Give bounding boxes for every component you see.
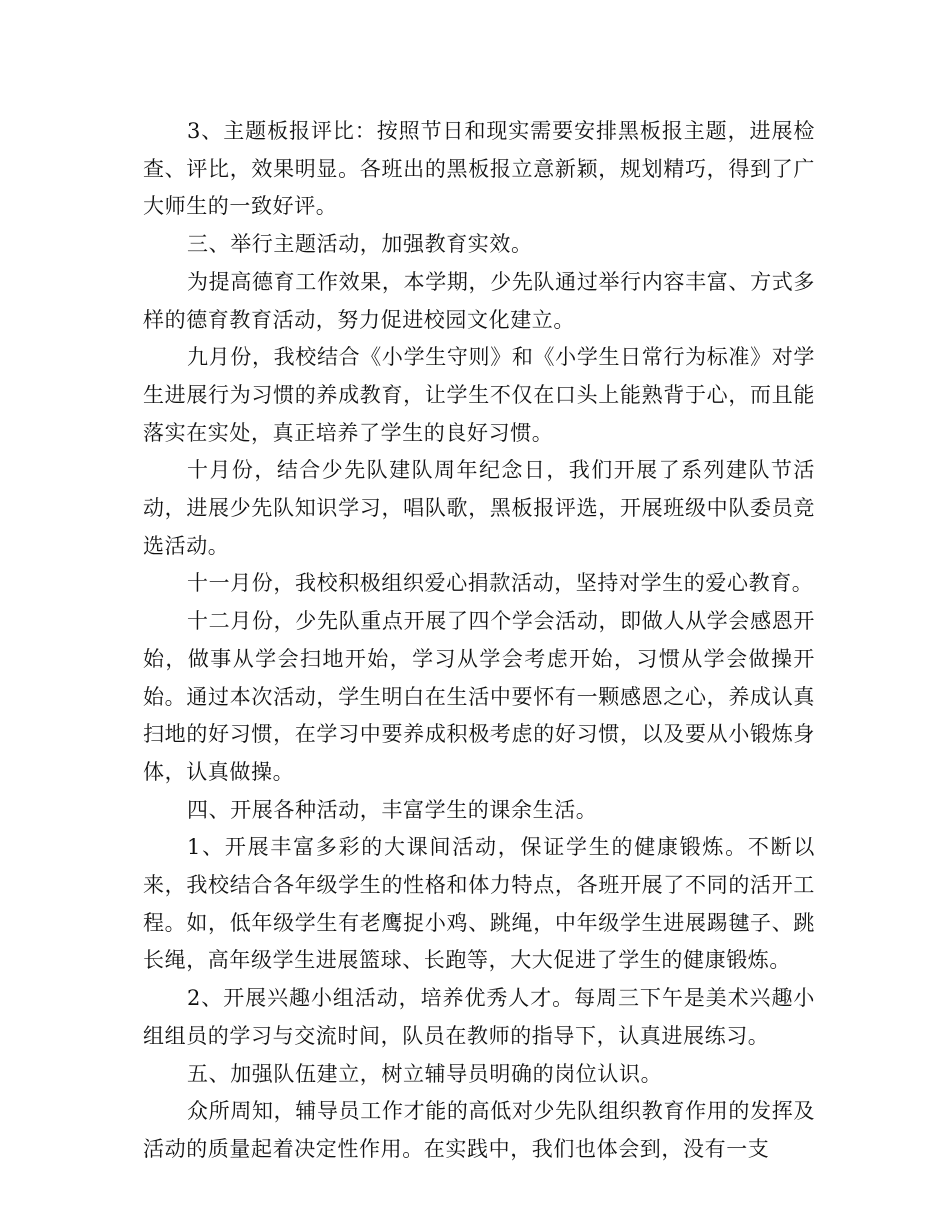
heading-section-three: 三、举行主题活动，加强教育实效。	[187, 232, 533, 257]
paragraph-november: 十一月份，我校积极组织爱心捐款活动，坚持对学生的爱心教育。	[187, 571, 814, 596]
paragraph-moral-education-intro: 为提高德育工作效果，本学期，少先队通过举行内容丰富、方式多样的德育教育活动，努力促进校园文化建立。	[143, 269, 815, 332]
heading-section-five: 五、加强队伍建立，树立辅导员明确的岗位认识。	[187, 1061, 663, 1086]
heading-section-four: 四、开展各种活动，丰富学生的课余生活。	[187, 797, 598, 822]
document-body	[143, 113, 815, 1169]
paragraph-theme-blackboard-contest: 3、主题板报评比：按照节日和现实需要安排黑板报主题，进展检查、评比，效果明显。各班出的黑板报立意新颖，规划精巧，得到了广大师生的一致好评。	[143, 119, 815, 219]
paragraph-counselor-role: 众所周知，辅导员工作才能的高低对少先队组织教育作用的发挥及活动的质量起着决定性作用。在实践中，我们也体会到，没有一支	[143, 1099, 815, 1161]
paragraph-recess-activities: 1、开展丰富多彩的大课间活动，保证学生的健康锻炼。不断以来，我校结合各年级学生的性格和体力特点，各班开展了不同的活开工程。如，低年级学生有老鹰捉小鸡、跳绳，中年级学生进展踢毽子、跳长绳，高年级学生进展篮球、长跑等，大大促进了学生的健康锻炼。	[143, 835, 815, 973]
paragraph-december: 十二月份，少先队重点开展了四个学会活动，即做人从学会感恩开始，做事从学会扫地开始，学习从学会考虑开始，习惯从学会做操开始。通过本次活动，学生明白在生活中要怀有一颗感恩之心，养成认真扫地的好习惯，在学习中要养成积极考虑的好习惯，以及要从小锻炼身体，认真做操。	[143, 609, 815, 784]
paragraph-interest-groups: 2、开展兴趣小组活动，培养优秀人才。每周三下午是美术兴趣小组组员的学习与交流时间，队员在教师的指导下，认真进展练习。	[143, 986, 815, 1048]
paragraph-september: 九月份，我校结合《小学生守则》和《小学生日常行为标准》对学生进展行为习惯的养成教育，让学生不仅在口头上能熟背于心，而且能落实在实处，真正培养了学生的良好习惯。	[143, 345, 815, 445]
paragraph-october: 十月份，结合少先队建队周年纪念日，我们开展了系列建队节活动，进展少先队知识学习，唱队歌，黑板报评选，开展班级中队委员竞选活动。	[143, 458, 815, 558]
